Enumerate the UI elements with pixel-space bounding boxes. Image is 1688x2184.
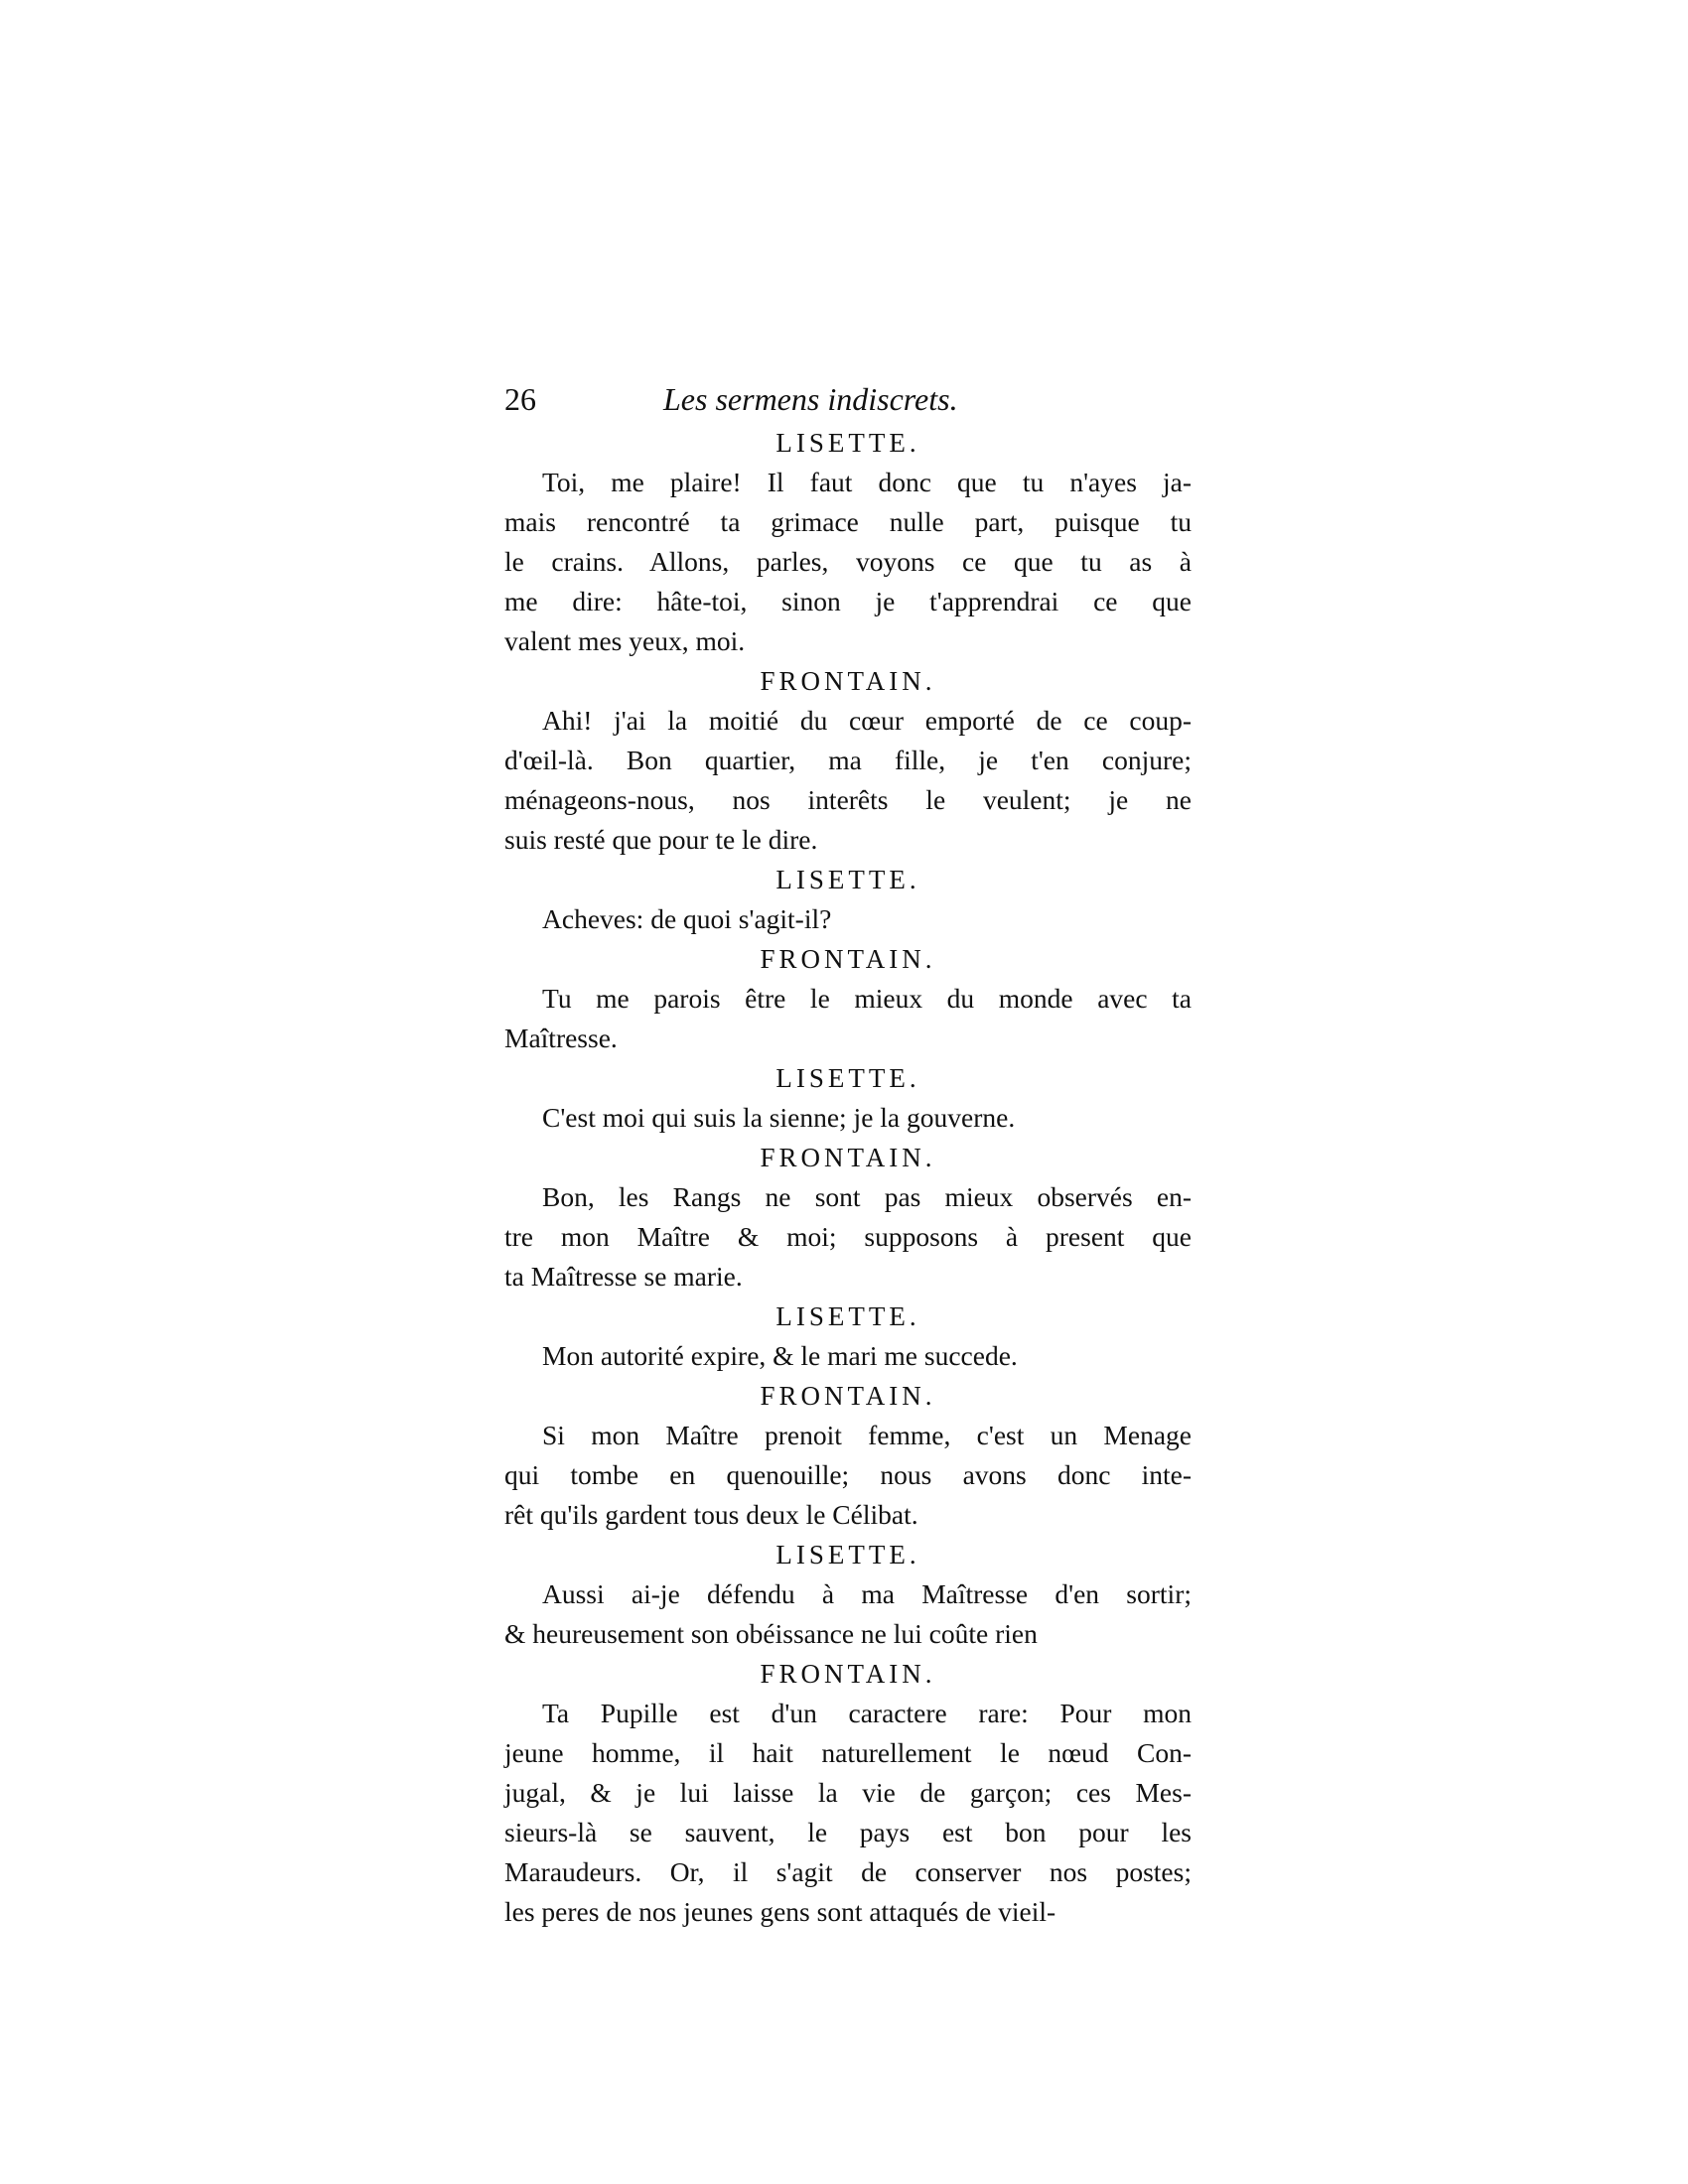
speech-line: Ahi! j'ai la moitié du cœur emporté de ce coup- [542,705,1192,736]
speech-line: ménageons-nous, nos interêts le veulent; je ne [504,784,1192,815]
speaker-name: LISETTE. [775,865,920,894]
speech-line: Aussi ai-je défendu à ma Maîtresse d'en sortir; [542,1578,1192,1609]
speech-line: sieurs-là se sauvent, le pays est bon pour les [504,1817,1192,1847]
speaker-name: LISETTE. [775,1063,920,1093]
speech-line: C'est moi qui suis la sienne; je la gouverne. [542,1102,1016,1133]
speaker-name: FRONTAIN. [760,1659,936,1689]
speech-line: rêt qu'ils gardent tous deux le Célibat. [504,1499,918,1530]
running-title: Les sermens indiscrets. [663,381,958,417]
page-header [504,375,1199,423]
speech-line: Maraudeurs. Or, il s'agit de conserver nos postes; [504,1856,1192,1887]
speech-line: Ta Pupille est d'un caractere rare: Pour mon [542,1698,1192,1728]
speech-line: jugal, & je lui laisse la vie de garçon; ces Mes- [504,1777,1192,1808]
speech-line: & heureusement son obéissance ne lui coûte rien [504,1618,1038,1649]
speech-line: Maîtresse. [504,1023,618,1053]
speaker-name: FRONTAIN. [760,944,936,974]
speech-line: d'œil-là. Bon quartier, ma fille, je t'en conjure; [504,745,1192,775]
speech-line: valent mes yeux, moi. [504,625,746,656]
speaker-name: LISETTE. [775,1540,920,1570]
speech-line: Si mon Maître prenoit femme, c'est un Menage [542,1420,1192,1450]
dialogue-text [504,423,1192,1932]
speech-line: suis resté que pour te le dire. [504,824,818,855]
page-number: 26 [504,381,536,417]
speech-line: Bon, les Rangs ne sont pas mieux observés en- [542,1181,1192,1212]
speaker-name: FRONTAIN. [760,1381,936,1411]
speaker-name: FRONTAIN. [760,1143,936,1172]
speech-line: me dire: hâte-toi, sinon je t'apprendrai ce que [504,586,1192,616]
speech-line: tre mon Maître & moi; supposons à present que [504,1221,1192,1252]
speech-line: ta Maîtresse se marie. [504,1261,743,1292]
speaker-name: LISETTE. [775,428,920,458]
speech-line: les peres de nos jeunes gens sont attaqués de vieil- [504,1896,1056,1927]
speaker-name: LISETTE. [775,1301,920,1331]
speech-line: le crains. Allons, parles, voyons ce que tu as à [504,546,1192,577]
speech-line: Tu me parois être le mieux du monde avec ta [542,983,1192,1014]
speech-line: Mon autorité expire, & le mari me succede. [542,1340,1018,1371]
speaker-name: FRONTAIN. [760,666,936,696]
speech-line: Toi, me plaire! Il faut donc que tu n'ayes ja- [542,467,1192,497]
speech-line: Acheves: de quoi s'agit-il? [542,903,832,934]
speech-line: jeune homme, il hait naturellement le nœud Con- [504,1737,1192,1768]
speech-line: qui tombe en quenouille; nous avons donc inte- [504,1459,1192,1490]
speech-line: mais rencontré ta grimace nulle part, puisque tu [504,506,1192,537]
